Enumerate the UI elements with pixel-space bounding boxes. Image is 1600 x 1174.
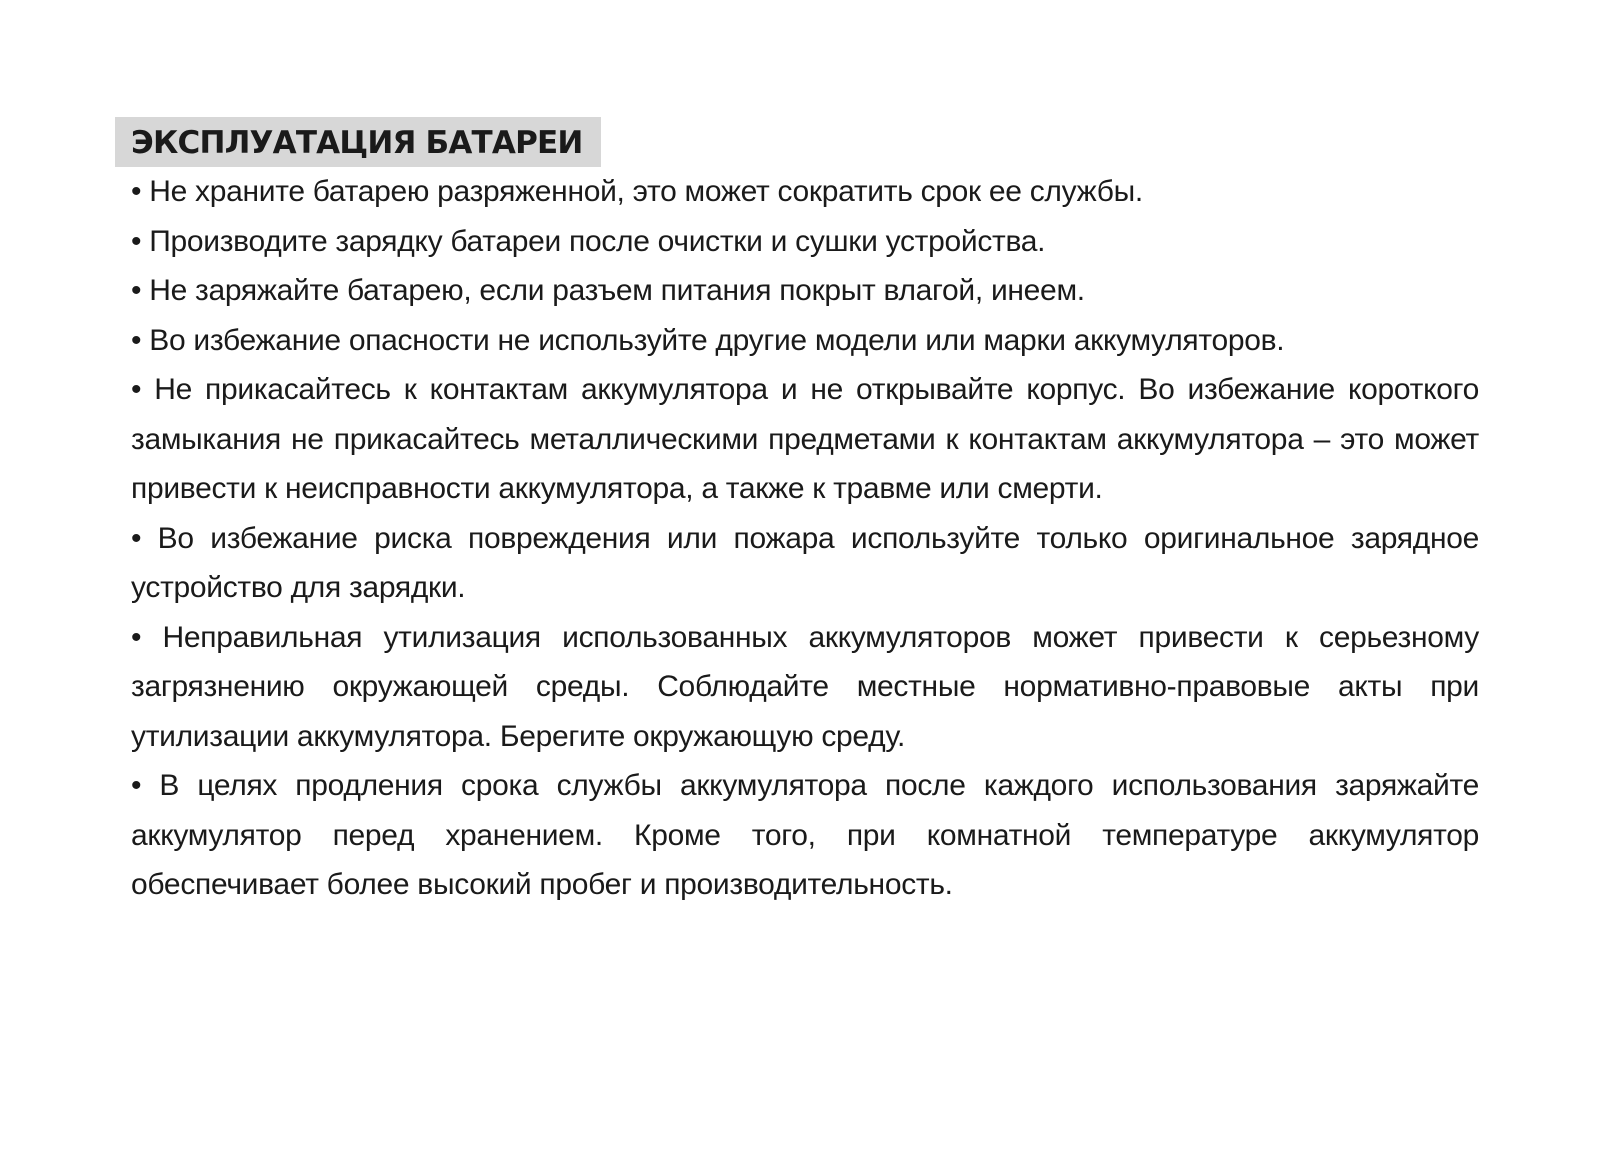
bullet-item: • Производите зарядку батареи после очистки и сушки устройства. xyxy=(131,224,1046,258)
bullet-item: • Не заряжайте батарею, если разъем питания покрыт влагой, инеем. xyxy=(131,274,1085,307)
section-title: ЭКСПЛУАТАЦИЯ БАТАРЕИ xyxy=(131,125,583,161)
bullet-list xyxy=(131,167,1479,910)
bullet-item: • Не храните батарею разряженной, это может сократить срок ее службы. xyxy=(131,175,1143,208)
bullet-item: • Во избежание опасности не используйте другие модели или марки аккумуляторов. xyxy=(131,323,1285,357)
section-heading-box xyxy=(115,117,601,167)
bullet-item: • Не прикасайтесь к контактам аккумулятора и не открывайте корпус. Во избежание короткого замыкания не прикасайтесь металлическими предметами к контактам аккумулятора – это может привести к неисправности аккумулятора, а также к травме или смерти. xyxy=(131,373,1479,505)
bullet-item: • В целях продления срока службы аккумулятора после каждого использования заряжайте аккумулятор перед хранением. Кроме того, при комнатной температуре аккумулятор обеспечивает более высокий пробег и производительность. xyxy=(131,769,1479,901)
bullet-item: • Во избежание риска повреждения или пожара используйте только оригинальное зарядное устройство для зарядки. xyxy=(131,521,1479,604)
bullet-item: • Неправильная утилизация использованных аккумуляторов может привести к серьезному загрязнению окружающей среды. Соблюдайте местные нормативно-правовые акты при утилизации аккумулятора. Берегите окружающую среду. xyxy=(131,620,1479,753)
